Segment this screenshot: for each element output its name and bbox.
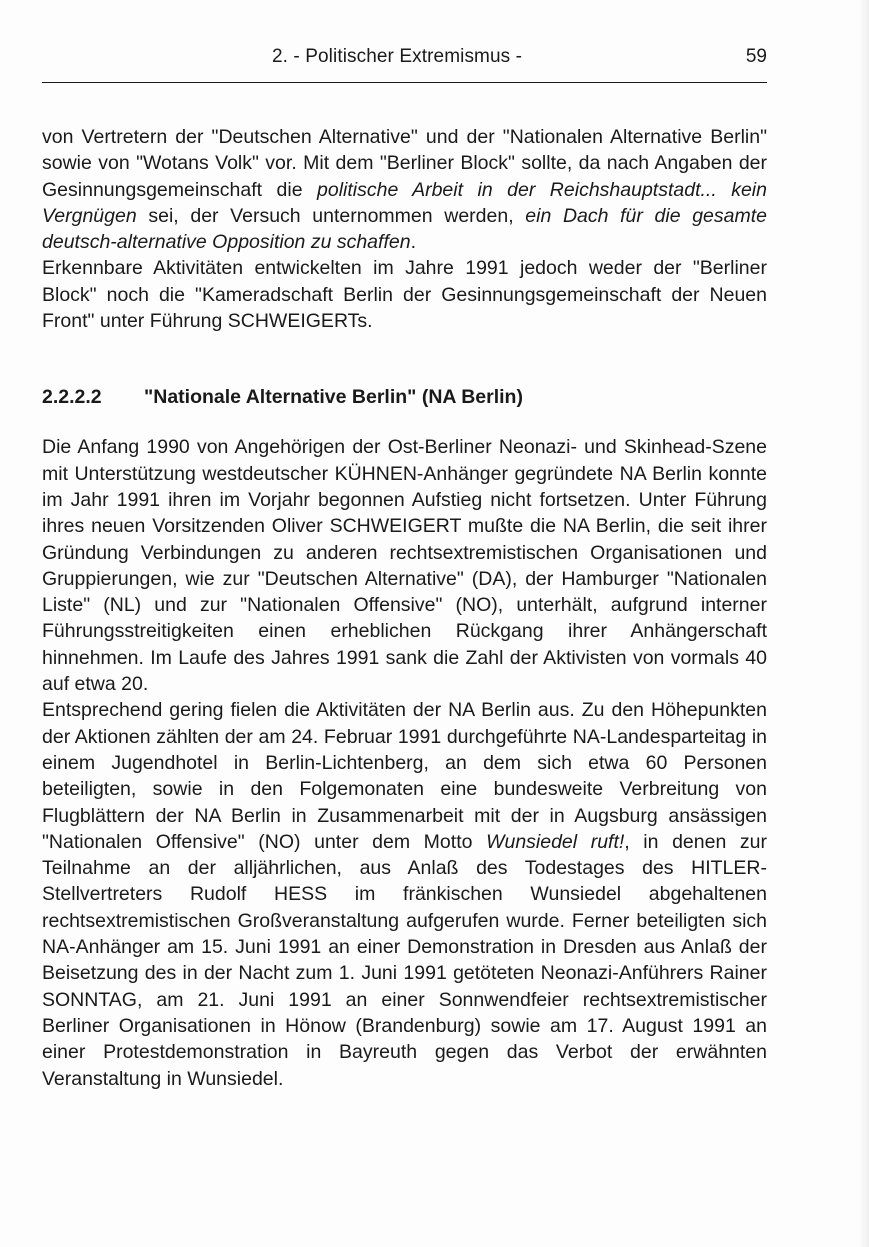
paragraph-na-berlin [42, 434, 767, 697]
para1-text-2: sei, der Versuch unternommen werden, [136, 204, 526, 227]
para3-text-1: Entsprechend gering fielen die Aktivitäten der NA Berlin aus. Zu den Höhepunkten der Aktionen zählten der am 24. Februar 1991 durchgeführte NA-Landesparteitag in einem Jugendhotel in Berlin-Lichtenberg, an dem sich etwa 60 Personen beteiligten, sowie in den Folgemonaten eine bundesweite Verbreitung von Flugblättern der NA Berlin in Zusammenarbeit mit der in Augsburg ansässigen "Nationalen Offensive" (NO) unter dem Motto [42, 699, 767, 853]
paragraph-intro-continued [42, 255, 767, 334]
paragraph-activities [42, 697, 767, 1091]
paragraph-intro [42, 124, 767, 255]
header-rule [42, 82, 767, 83]
section-title: "Nationale Alternative Berlin" (NA Berlin) [144, 386, 523, 409]
para3-text-2: , in denen zur Teilnahme an der alljährlichen, aus Anlaß des Todestages des HITLER-Stellvertreters Rudolf HESS im fränkischen Wunsiedel abgehaltenen rechtsextremistischen Großveranstaltung aufgerufen wurde. Ferner beteiligten sich NA-Anhänger am 15. Juni 1991 an einer Demonstration in Dresden aus Anlaß der Beisetzung des in der Nacht zum 1. Juni 1991 getöteten Neonazi-Anführers Rainer SONNTAG, am 21. Juni 1991 an einer Sonnwendfeier rechtsextremistischer Berliner Organisationen in Hönow (Brandenburg) sowie am 17. August 1991 an einer Protestdemonstration in Bayreuth gegen das Verbot der erwähnten Veranstaltung in Wunsiedel. [42, 830, 767, 1090]
para1-quote-1: politische Arbeit in der Reichshauptstadt... kein Vergnügen [42, 178, 767, 227]
page-number: 59 [745, 46, 767, 67]
para3-motto: Wunsiedel ruft! [486, 830, 625, 853]
body-text [42, 124, 767, 1092]
section-number: 2.2.2.2 [42, 386, 102, 409]
section-heading [42, 384, 767, 410]
para1-text-3: . [410, 231, 416, 254]
para2-text: Die Anfang 1990 von Angehörigen der Ost-Berliner Neonazi- und Skinhead-Szene mit Unterstützung westdeutscher KÜHNEN-Anhänger gegründete NA Berlin konnte im Jahr 1991 ihren im Vorjahr begonnen Aufstieg nicht fortsetzen. Unter Führung ihres neuen Vorsitzenden Oliver SCHWEIGERT mußte die NA Berlin, die seit ihrer Gründung Verbindungen zu anderen rechtsextremistischen Organisationen und Gruppierungen, wie zur "Deutschen Alternative" (DA), der Hamburger "Nationalen Liste" (NL) und zur "Nationalen Offensive" (NO), unterhält, aufgrund interner Führungsstreitigkeiten einen erheblichen Rückgang ihrer Anhängerschaft hinnehmen. Im Laufe des Jahres 1991 sank die Zahl der Aktivisten von vormals 40 auf etwa 20. [42, 436, 767, 696]
page-edge-shadow [859, 0, 869, 1247]
header-title: 2. - Politischer Extremismus - [272, 46, 523, 67]
running-header [42, 44, 767, 74]
para1-quote-2: ein Dach für die gesamte deutsch-alternative Opposition zu schaffen [42, 204, 767, 254]
para1-text-1: von Vertretern der "Deutschen Alternative" und der "Nationalen Alternative Berlin" sowie von "Wotans Volk" vor. Mit dem "Berliner Block" sollte, da nach Angaben der Gesinnungsgemeinschaft die [42, 126, 767, 201]
para1-text-4: Erkennbare Aktivitäten entwickelten im Jahre 1991 jedoch weder der "Berliner Block" noch die "Kameradschaft Berlin der Gesinnungsgemeinschaft der Neuen Front" unter Führung SCHWEIGERTs. [42, 257, 767, 333]
